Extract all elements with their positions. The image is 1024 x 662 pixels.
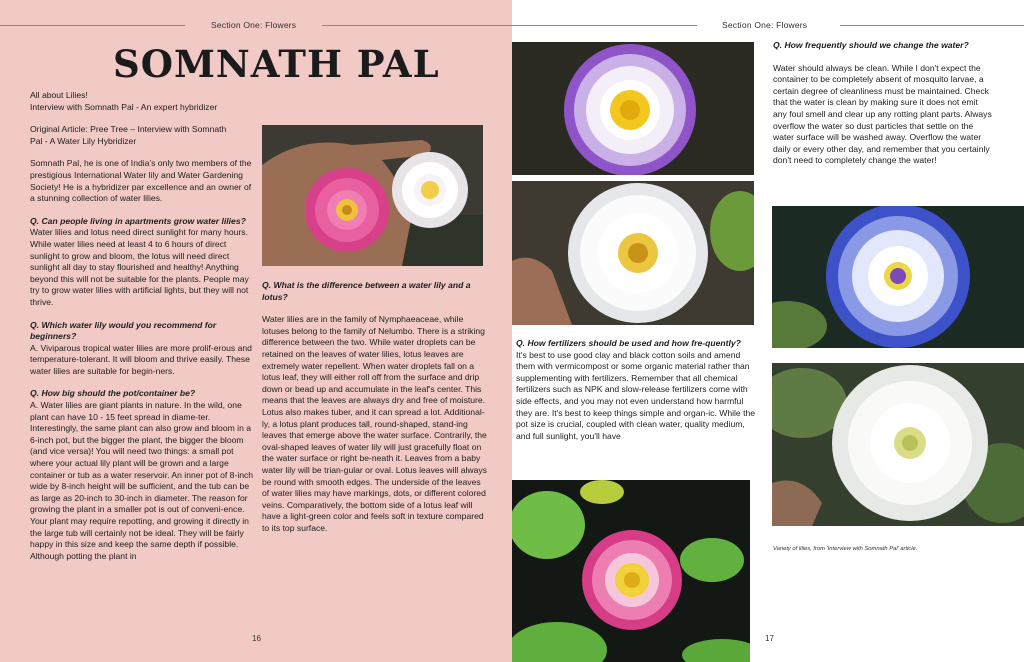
section-header-right: Section One: Flowers [722,20,808,30]
blue-white-lily-photo [772,206,1024,348]
white-lily-in-hand-photo [512,181,754,325]
middle-column [262,280,487,534]
answer-apartments: Water lilies and lotus need direct sunlight for many hours. While water lilies need at least 4 to 6 hours of direct sunlight to grow and bloom, the lotus will need direct sunlight all day to stay flourished and healthy! Anything beyond this will not be suitable for the plants. People may try to grow water lilies with artificial lights, but they will not thrive. [30,227,249,307]
purple-white-lily-photo [512,42,754,175]
answer-pot-size: A. Water lilies are giant plants in nature. In the wild, one plant can have 10 - 15 feet spread in diame-ter. Interestingly, the same plant can also grow and bloom in a 6-inch pot, but the bigger the plant, the bigger the bloom (and vice versa)! You will need two things: a small pot where your actual lily plant will be grown and a large container or tub as a water reservoir. An inner pot of 8-inch wide by 8-inch height will be sufficient, and the tub can be as large as 20-inch to 30-inch in diameter. The reason for growing the plant in a smaller pot is out of conveni-ence. Your plant may require repotting, and growing it directly in the large tub will certainly not be ideal. They will be fairly happy in this size and keep the same depth if possible. Although potting the plant in [30,400,254,561]
article-title: SOMNATH PAL [113,42,440,86]
question-fertilizers: Q. How fertilizers should be used and how fre-quently? [516,338,741,348]
hand-holding-pink-and-white-lilies-photo [262,125,483,266]
original-article [30,124,254,147]
question-lily-vs-lotus: Q. What is the difference between a water lily and a lotus? [262,280,471,302]
header-rule-right-a [512,25,697,26]
page-number-left: 16 [252,634,261,643]
intro-line1: All about Lilies! [30,90,88,100]
bio-paragraph: Somnath Pal, he is one of India's only two members of the prestigious International Water lily and Water Gardening Society! He is a hybridizer par excellence and an owner of a stunning collection of water lilies. [30,158,252,204]
question-pot-size: Q. How big should the pot/container be? [30,388,196,399]
original-line2: Pal - A Water Lily Hybridizer [30,135,137,146]
spacer [262,303,487,314]
page-number-right: 17 [765,634,774,643]
header-rule-right-b [840,25,1024,26]
photo-caption: Variety of lilies, from 'Interview with Somnath Pal' article. [773,546,918,552]
intro-line2: Interview with Somnath Pal - An expert hybridizer [30,101,218,112]
intro-block [30,90,254,113]
white-lily-closeup-photo [772,363,1024,526]
answer-lily-vs-lotus: Water lilies are in the family of Nymphaeaceae, while lotuses belong to the family of Nelumbo. There is a striking difference between the two. While water droplets can be retained on the leaves of water lilies, lotus leaves are extremely water repellent. When water droplets fall on a lotus leaf, they will either roll off from the surface and drip down or bead up and accumulate in the leaf's center. This means that the leaves are always dry and free of moisture. Lotus also makes tuber, and it can spread a lot. Additional-ly, a lotus plant produces tall, round-shaped, stand-ing leaves that emerge above the water surface. Contrarily, the oval-shaped leaves of water lily will just gracefully float on the water surface or right be-neath it. Leaves from a baby water lily will be trian-gular or oval. Lotus leaves will always be round with smooth edges. The underside of the leaves of water lilies may have markings, dots, or different colored veins. Comparatively, the bottom side of a lotus leaf will have a light-green color and feels soft in texture compared to its top surface. [262,314,487,533]
question-water-change: Q. How frequently should we change the water? [773,40,969,50]
answer-fertilizers: It's best to use good clay and black cotton soils and amend them with vermicompost or some organic material rather than supplementing with fertilizers. Remember that all chemical fertilizers such as NPK and slow-release fertilizers come with side effects, and you may not even understand how harmful they are. It's best to keep things simple and organ-ic. While the pot size is crucial, coupled with clean water, quality medium, and full sunlight, you'll have [516,349,756,441]
header-rule-left-a [0,25,185,26]
question-beginners: Q. Which water lily would you recommend for beginners? [30,319,217,342]
spacer [773,52,993,63]
answer-water-change: Water should always be clean. While I don't expect the container to be completely absent of mosquito larvae, a certain degree of cleanliness must be maintained. Check that the water is clean by making sure it does not emit any foul smell and clear up any rotting plant parts. Always overflow the water so dust particles that settle on the water surface will be washed away. Overflow the water daily or every other day, and remember that you certainly don't need to completely change the water! [773,62,992,166]
question-apartments: Q. Can people living in apartments grow water lilies? [30,215,246,226]
answer-beginners: A. Viviparous tropical water lilies are more prolif-erous and temperature-tolerant. It will bloom and thrive easily. These water lilies are suitable for begin-ners. [30,342,252,376]
header-rule-left-b [322,25,512,26]
original-line1: Original Article: Pree Tree – Interview with Somnath [30,124,227,135]
water-change-column [773,40,993,167]
fertilizer-column [516,338,760,442]
pink-lily-with-lily-pads-photo [512,480,750,662]
section-header-left: Section One: Flowers [211,20,297,30]
left-column [30,90,254,562]
